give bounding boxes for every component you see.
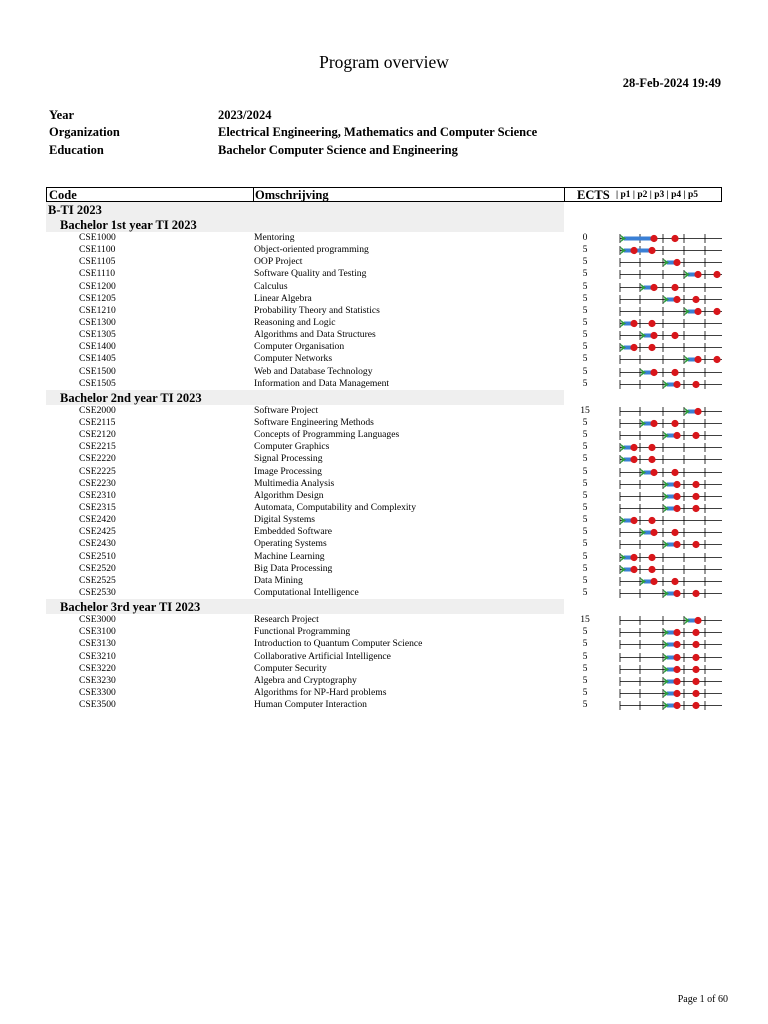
course-ects: 5 <box>582 550 588 562</box>
exam-dot-p3 <box>673 296 680 303</box>
header-description: Omschrijving <box>255 188 329 202</box>
exam-dot-p2 <box>648 344 655 351</box>
period-timeline <box>618 429 722 441</box>
exam-dot-p2 <box>648 553 655 560</box>
table-row <box>46 453 722 465</box>
meta-value: 2023/2024 <box>218 108 272 122</box>
table-row <box>46 256 722 268</box>
period-timeline <box>618 293 722 305</box>
table-header <box>46 187 722 202</box>
course-code: CSE3130 <box>79 638 116 650</box>
course-code: CSE1305 <box>79 329 116 341</box>
exam-dot-p4 <box>692 666 699 673</box>
meta-label: Year <box>49 108 74 122</box>
course-ects: 5 <box>582 329 588 341</box>
course-code: CSE2225 <box>79 465 116 477</box>
meta-value: Electrical Engineering, Mathematics and Computer Science <box>218 125 538 140</box>
course-ects: 5 <box>582 477 588 489</box>
course-ects: 5 <box>582 280 588 292</box>
course-ects: 5 <box>582 562 588 574</box>
course-code: CSE2215 <box>79 441 116 453</box>
course-ects: 15 <box>580 614 590 626</box>
period-timeline <box>618 453 722 465</box>
course-ects: 5 <box>582 316 588 328</box>
period-timeline <box>618 256 722 268</box>
exam-dot-p2 <box>650 420 657 427</box>
period-timeline <box>618 675 722 687</box>
course-code: CSE1000 <box>79 232 116 243</box>
page-number: Page 1 of 60 <box>677 994 728 1005</box>
period-timeline <box>618 626 722 638</box>
course-description: Information and Data Management <box>254 377 390 389</box>
course-code: CSE1100 <box>79 244 116 256</box>
header-divider <box>564 188 565 201</box>
exam-dot-p1 <box>630 553 637 560</box>
exam-dot-p4 <box>692 653 699 660</box>
table-row <box>46 429 722 441</box>
exam-dot-p4 <box>694 271 701 278</box>
period-timeline <box>618 441 722 453</box>
course-code: CSE2510 <box>79 550 116 562</box>
exam-dot-p4 <box>694 308 701 315</box>
table-row <box>46 244 722 256</box>
exam-dot-p3 <box>671 578 678 585</box>
course-description: Embedded Software <box>254 526 333 538</box>
course-code: CSE1105 <box>79 256 116 268</box>
course-code: CSE2310 <box>79 489 116 501</box>
period-timeline <box>618 526 722 538</box>
course-code: CSE1200 <box>79 280 116 292</box>
course-description: Mentoring <box>254 232 295 243</box>
report-datetime: 28-Feb-2024 19:49 <box>622 76 721 90</box>
course-code: CSE2000 <box>79 404 116 416</box>
table-row <box>46 232 722 244</box>
exam-dot-p4 <box>692 678 699 685</box>
table-row <box>46 526 722 538</box>
period-timeline <box>618 329 722 341</box>
exam-dot-p3 <box>673 690 680 697</box>
course-description: Signal Processing <box>254 453 323 465</box>
exam-dot-p1 <box>630 247 637 254</box>
table-row <box>46 353 722 365</box>
table-row <box>46 441 722 453</box>
course-code: CSE2430 <box>79 538 116 550</box>
exam-dot-p3 <box>673 590 680 597</box>
course-description: Computer Graphics <box>254 441 330 453</box>
course-description: Research Project <box>254 614 319 626</box>
course-description: Algorithms and Data Structures <box>254 329 376 341</box>
period-timeline <box>618 244 722 256</box>
course-code: CSE2230 <box>79 477 116 489</box>
course-ects: 5 <box>582 429 588 441</box>
course-ects: 5 <box>582 526 588 538</box>
period-timeline <box>618 466 722 478</box>
course-description: Computer Security <box>254 662 327 674</box>
exam-dot-p2 <box>650 529 657 536</box>
period-timeline <box>618 514 722 526</box>
course-ects: 5 <box>582 489 588 501</box>
course-description: Computer Organisation <box>254 341 345 353</box>
course-description: Collaborative Artificial Intelligence <box>254 650 391 662</box>
table-row <box>46 305 722 317</box>
exam-dot-p3 <box>671 420 678 427</box>
course-ects: 5 <box>582 377 588 389</box>
exam-dot-p4 <box>692 481 699 488</box>
course-code: CSE3000 <box>79 614 116 626</box>
period-timeline <box>618 417 722 429</box>
course-description: Software Engineering Methods <box>254 416 374 428</box>
course-code: CSE1110 <box>79 268 116 280</box>
program-row <box>46 202 722 217</box>
course-description: Digital Systems <box>254 514 316 526</box>
course-ects: 5 <box>582 465 588 477</box>
exam-dot-p3 <box>673 653 680 660</box>
course-ects: 5 <box>582 304 588 316</box>
header-code: Code <box>49 188 77 202</box>
course-code: CSE1405 <box>79 353 116 365</box>
course-code: CSE1210 <box>79 304 116 316</box>
course-ects: 5 <box>582 626 588 638</box>
period-timeline <box>618 638 722 650</box>
course-ects: 5 <box>582 353 588 365</box>
exam-dot-p3 <box>671 529 678 536</box>
course-ects: 5 <box>582 662 588 674</box>
exam-dot-p5 <box>713 308 720 315</box>
course-description: Concepts of Programming Languages <box>254 429 400 441</box>
period-timeline <box>618 490 722 502</box>
course-description: Algebra and Cryptography <box>254 674 357 686</box>
exam-dot-p5 <box>713 271 720 278</box>
period-timeline <box>618 317 722 329</box>
exam-dot-p2 <box>648 247 655 254</box>
group-band <box>46 202 564 217</box>
period-timeline <box>618 353 722 365</box>
exam-dot-p3 <box>671 283 678 290</box>
period-timeline <box>618 663 722 675</box>
table-row <box>46 378 722 390</box>
exam-dot-p4 <box>692 641 699 648</box>
period-timeline <box>618 281 722 293</box>
meta-value: Bachelor Computer Science and Engineering <box>218 142 458 157</box>
exam-dot-p1 <box>630 444 637 451</box>
exam-dot-p4 <box>692 296 699 303</box>
table-row <box>46 699 722 711</box>
exam-dot-p4 <box>692 590 699 597</box>
exam-dot-p2 <box>650 235 657 242</box>
exam-dot-p3 <box>673 666 680 673</box>
course-description: Probability Theory and Statistics <box>254 304 380 316</box>
exam-dot-p3 <box>673 678 680 685</box>
course-code: CSE2530 <box>79 586 116 598</box>
table-row <box>46 268 722 280</box>
course-ects: 5 <box>582 650 588 662</box>
course-code: CSE1205 <box>79 292 116 304</box>
exam-dot-p4 <box>692 702 699 709</box>
exam-dot-p3 <box>673 541 680 548</box>
exam-dot-p1 <box>630 320 637 327</box>
course-ects: 5 <box>582 699 588 711</box>
course-code: CSE2115 <box>79 416 116 428</box>
course-ects: 5 <box>582 292 588 304</box>
course-description: Automata, Computability and Complexity <box>254 501 417 513</box>
exam-dot-p2 <box>650 283 657 290</box>
course-description: Introduction to Quantum Computer Science <box>254 638 423 650</box>
period-timeline <box>618 268 722 280</box>
course-code: CSE3230 <box>79 674 116 686</box>
table-row <box>46 551 722 563</box>
period-timeline <box>618 305 722 317</box>
course-description: Algorithms for NP-Hard problems <box>254 686 387 698</box>
section-header <box>46 599 722 614</box>
course-code: CSE1300 <box>79 316 116 328</box>
exam-dot-p4 <box>692 505 699 512</box>
course-ects: 5 <box>582 674 588 686</box>
course-ects: 5 <box>582 441 588 453</box>
header-ects: ECTS <box>577 188 610 202</box>
course-description: OOP Project <box>254 256 303 268</box>
exam-dot-p3 <box>673 641 680 648</box>
course-code: CSE3500 <box>79 699 116 711</box>
table-row <box>46 405 722 417</box>
period-timeline <box>618 341 722 353</box>
course-description: Software Project <box>254 404 319 416</box>
course-code: CSE2520 <box>79 562 116 574</box>
table-row <box>46 626 722 638</box>
course-ects: 5 <box>582 686 588 698</box>
course-ects: 5 <box>582 638 588 650</box>
course-description: Software Quality and Testing <box>254 268 367 280</box>
table-row <box>46 341 722 353</box>
exam-dot-p5 <box>713 356 720 363</box>
table-row <box>46 638 722 650</box>
period-timeline <box>618 405 722 417</box>
period-timeline <box>618 587 722 599</box>
program-title: B-TI 2023 <box>48 203 102 217</box>
table-row <box>46 587 722 599</box>
course-code: CSE2425 <box>79 526 116 538</box>
period-timeline <box>618 651 722 663</box>
exam-dot-p2 <box>650 468 657 475</box>
course-ects: 5 <box>582 586 588 598</box>
course-ects: 5 <box>582 538 588 550</box>
course-code: CSE1505 <box>79 377 116 389</box>
table-row <box>46 538 722 550</box>
period-timeline <box>618 502 722 514</box>
course-code: CSE3100 <box>79 626 116 638</box>
header-divider <box>253 188 254 201</box>
table-row <box>46 663 722 675</box>
table-row <box>46 502 722 514</box>
exam-dot-p2 <box>648 517 655 524</box>
course-ects: 0 <box>582 232 588 243</box>
table-row <box>46 417 722 429</box>
course-ects: 5 <box>582 574 588 586</box>
course-code: CSE3210 <box>79 650 116 662</box>
period-timeline <box>618 378 722 390</box>
exam-dot-p3 <box>671 332 678 339</box>
course-description: Calculus <box>254 280 288 292</box>
table-row <box>46 514 722 526</box>
table-row <box>46 478 722 490</box>
table-row <box>46 614 722 626</box>
exam-dot-p4 <box>692 381 699 388</box>
table-row <box>46 687 722 699</box>
course-description: Reasoning and Logic <box>254 316 336 328</box>
course-description: Multimedia Analysis <box>254 477 335 489</box>
course-description: Big Data Processing <box>254 562 333 574</box>
course-code: CSE2420 <box>79 514 116 526</box>
table-row <box>46 490 722 502</box>
course-description: Human Computer Interaction <box>254 699 367 711</box>
exam-dot-p4 <box>692 493 699 500</box>
period-timeline <box>618 563 722 575</box>
exam-dot-p2 <box>648 320 655 327</box>
exam-dot-p2 <box>650 332 657 339</box>
exam-dot-p2 <box>648 444 655 451</box>
course-code: CSE1400 <box>79 341 116 353</box>
course-description: Functional Programming <box>254 626 351 638</box>
exam-dot-p3 <box>673 432 680 439</box>
meta-label: Organization <box>49 125 120 140</box>
exam-dot-p4 <box>694 408 701 415</box>
course-code: CSE1500 <box>79 365 116 377</box>
period-timeline <box>618 551 722 563</box>
exam-dot-p4 <box>692 690 699 697</box>
exam-dot-p2 <box>648 566 655 573</box>
course-code: CSE2315 <box>79 501 116 513</box>
course-description: Machine Learning <box>254 550 325 562</box>
course-description: Linear Algebra <box>254 292 312 304</box>
course-description: Computational Intelligence <box>254 586 359 598</box>
course-code: CSE2525 <box>79 574 116 586</box>
course-ects: 5 <box>582 244 588 256</box>
exam-dot-p4 <box>694 356 701 363</box>
section-header <box>46 217 722 232</box>
course-ects: 5 <box>582 365 588 377</box>
table-row <box>46 675 722 687</box>
period-timeline <box>618 538 722 550</box>
period-timeline <box>618 366 722 378</box>
course-ects: 5 <box>582 341 588 353</box>
course-description: Computer Networks <box>254 353 333 365</box>
section-title: Bachelor 3rd year TI 2023 <box>60 600 201 615</box>
table-row <box>46 651 722 663</box>
course-description: Data Mining <box>254 574 303 586</box>
exam-dot-p3 <box>673 481 680 488</box>
course-description: Image Processing <box>254 465 322 477</box>
course-ects: 5 <box>582 256 588 268</box>
exam-dot-p2 <box>650 578 657 585</box>
meta-label: Education <box>49 142 104 157</box>
course-duration-bar <box>624 237 652 241</box>
table-row <box>46 281 722 293</box>
period-timeline <box>618 478 722 490</box>
period-timeline <box>618 687 722 699</box>
exam-dot-p3 <box>671 468 678 475</box>
exam-dot-p3 <box>673 629 680 636</box>
exam-dot-p1 <box>630 456 637 463</box>
exam-dot-p1 <box>630 517 637 524</box>
course-ects: 5 <box>582 501 588 513</box>
table-row <box>46 575 722 587</box>
table-row <box>46 317 722 329</box>
course-ects: 5 <box>582 268 588 280</box>
course-code: CSE3220 <box>79 662 116 674</box>
section-title: Bachelor 1st year TI 2023 <box>60 218 197 232</box>
exam-dot-p4 <box>692 629 699 636</box>
course-description: Operating Systems <box>254 538 327 550</box>
section-title: Bachelor 2nd year TI 2023 <box>60 390 202 405</box>
exam-dot-p3 <box>673 702 680 709</box>
table-row <box>46 293 722 305</box>
course-ects: 5 <box>582 514 588 526</box>
course-description: Algorithm Design <box>254 489 324 501</box>
exam-dot-p4 <box>694 617 701 624</box>
course-code: CSE2220 <box>79 453 116 465</box>
exam-dot-p3 <box>673 259 680 266</box>
period-timeline <box>618 614 722 626</box>
table-row <box>46 366 722 378</box>
header-periods: | p1 | p2 | p3 | p4 | p5 <box>616 190 699 200</box>
table-row <box>46 329 722 341</box>
course-table <box>46 202 722 711</box>
course-ects: 5 <box>582 416 588 428</box>
exam-dot-p1 <box>630 344 637 351</box>
course-code: CSE3300 <box>79 686 116 698</box>
exam-dot-p3 <box>671 235 678 242</box>
exam-dot-p3 <box>673 505 680 512</box>
course-code: CSE2120 <box>79 429 116 441</box>
exam-dot-p2 <box>650 368 657 375</box>
section-header <box>46 390 722 405</box>
period-timeline <box>618 699 722 711</box>
exam-dot-p2 <box>648 456 655 463</box>
table-row <box>46 466 722 478</box>
period-timeline <box>618 232 722 244</box>
course-duration-bar <box>624 249 652 253</box>
exam-dot-p1 <box>630 566 637 573</box>
course-description: Web and Database Technology <box>254 365 373 377</box>
exam-dot-p3 <box>671 368 678 375</box>
exam-dot-p3 <box>673 493 680 500</box>
table-row <box>46 563 722 575</box>
exam-dot-p4 <box>692 541 699 548</box>
course-description: Object-oriented programming <box>254 244 369 256</box>
course-ects: 15 <box>580 404 590 416</box>
page-title: Program overview <box>319 52 449 72</box>
exam-dot-p3 <box>673 381 680 388</box>
period-timeline <box>618 575 722 587</box>
exam-dot-p4 <box>692 432 699 439</box>
course-ects: 5 <box>582 453 588 465</box>
